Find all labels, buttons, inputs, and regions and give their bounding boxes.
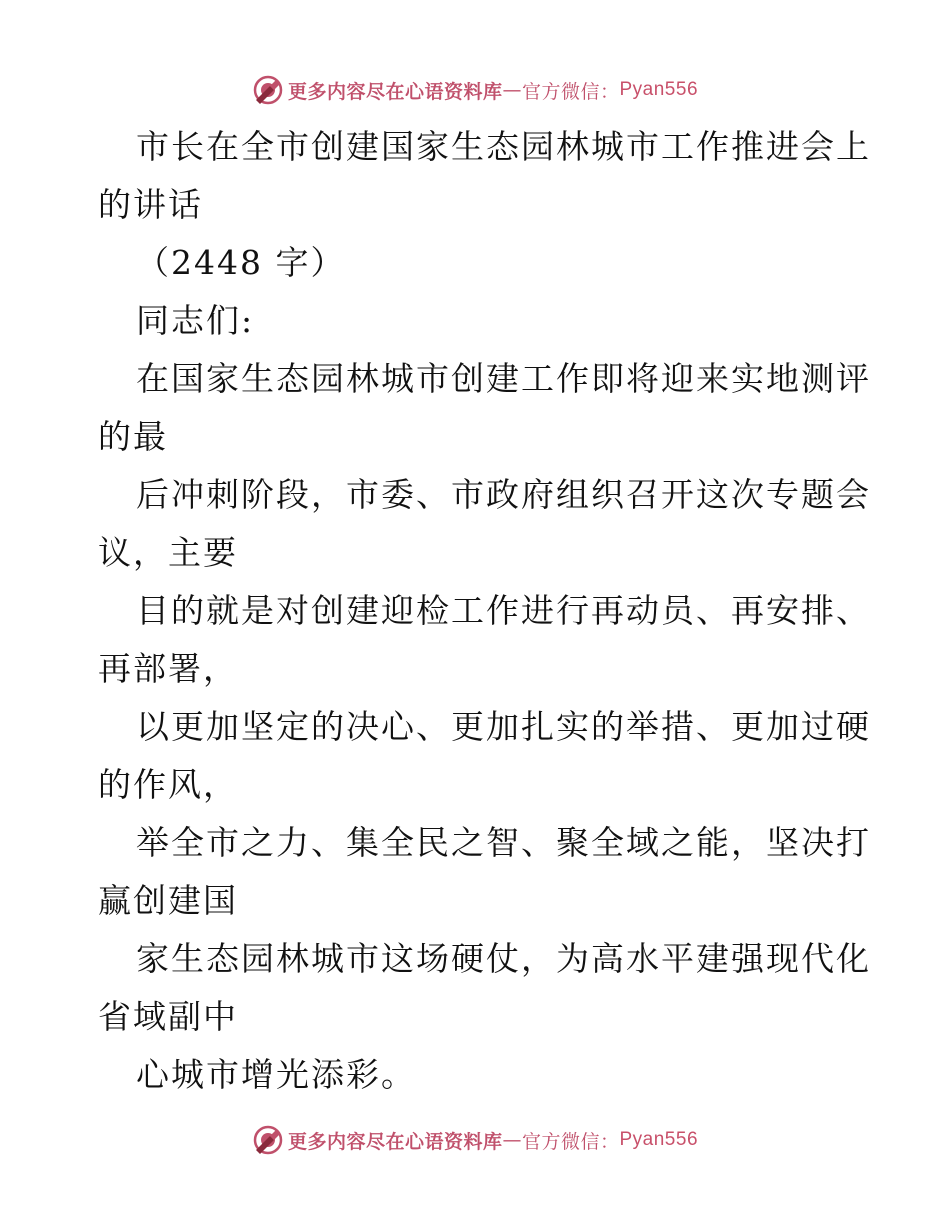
body-line: 目的就是对创建迎检工作进行再动员、再安排、 <box>136 591 871 630</box>
salutation: 同志们: <box>136 301 255 340</box>
body-line: 议，主要 <box>98 533 238 572</box>
watermark-main-text: 更多内容尽在心语资料库 <box>287 1130 503 1153</box>
pen-logo-icon <box>252 1124 284 1156</box>
body-line: 举全市之力、集全民之智、聚全域之能，坚决打 <box>136 823 871 862</box>
body-line: 的作风， <box>98 765 238 804</box>
word-count: （2448 字） <box>136 243 346 282</box>
header-watermark <box>0 74 950 106</box>
watermark-suffix: 官方微信： <box>521 80 620 103</box>
document-body <box>98 118 871 1104</box>
body-line: 后冲刺阶段，市委、市政府组织召开这次专题会 <box>136 475 871 514</box>
watermark-suffix: 官方微信： <box>521 1130 620 1153</box>
watermark-wechat-id: Pyan556 <box>619 79 699 100</box>
body-line: 心城市增光添彩。 <box>136 1055 416 1094</box>
body-line: 赢创建国 <box>98 881 238 920</box>
watermark-separator: — <box>502 1129 522 1151</box>
pen-logo-icon <box>252 74 284 106</box>
body-line: 的最 <box>98 417 168 456</box>
body-line: 在国家生态园林城市创建工作即将迎来实地测评 <box>136 359 871 398</box>
footer-watermark <box>0 1124 950 1156</box>
body-line: 省域副中 <box>98 997 238 1036</box>
watermark-separator: — <box>502 79 522 101</box>
document-title-line-1: 市长在全市创建国家生态园林城市工作推进会上 <box>136 127 871 166</box>
body-line: 再部署， <box>98 649 238 688</box>
body-line: 家生态园林城市这场硬仗，为高水平建强现代化 <box>136 939 871 978</box>
watermark-main-text: 更多内容尽在心语资料库 <box>287 80 503 103</box>
document-title-line-2: 的讲话 <box>98 185 203 224</box>
watermark-wechat-id: Pyan556 <box>619 1129 699 1150</box>
body-line: 以更加坚定的决心、更加扎实的举措、更加过硬 <box>136 707 871 746</box>
